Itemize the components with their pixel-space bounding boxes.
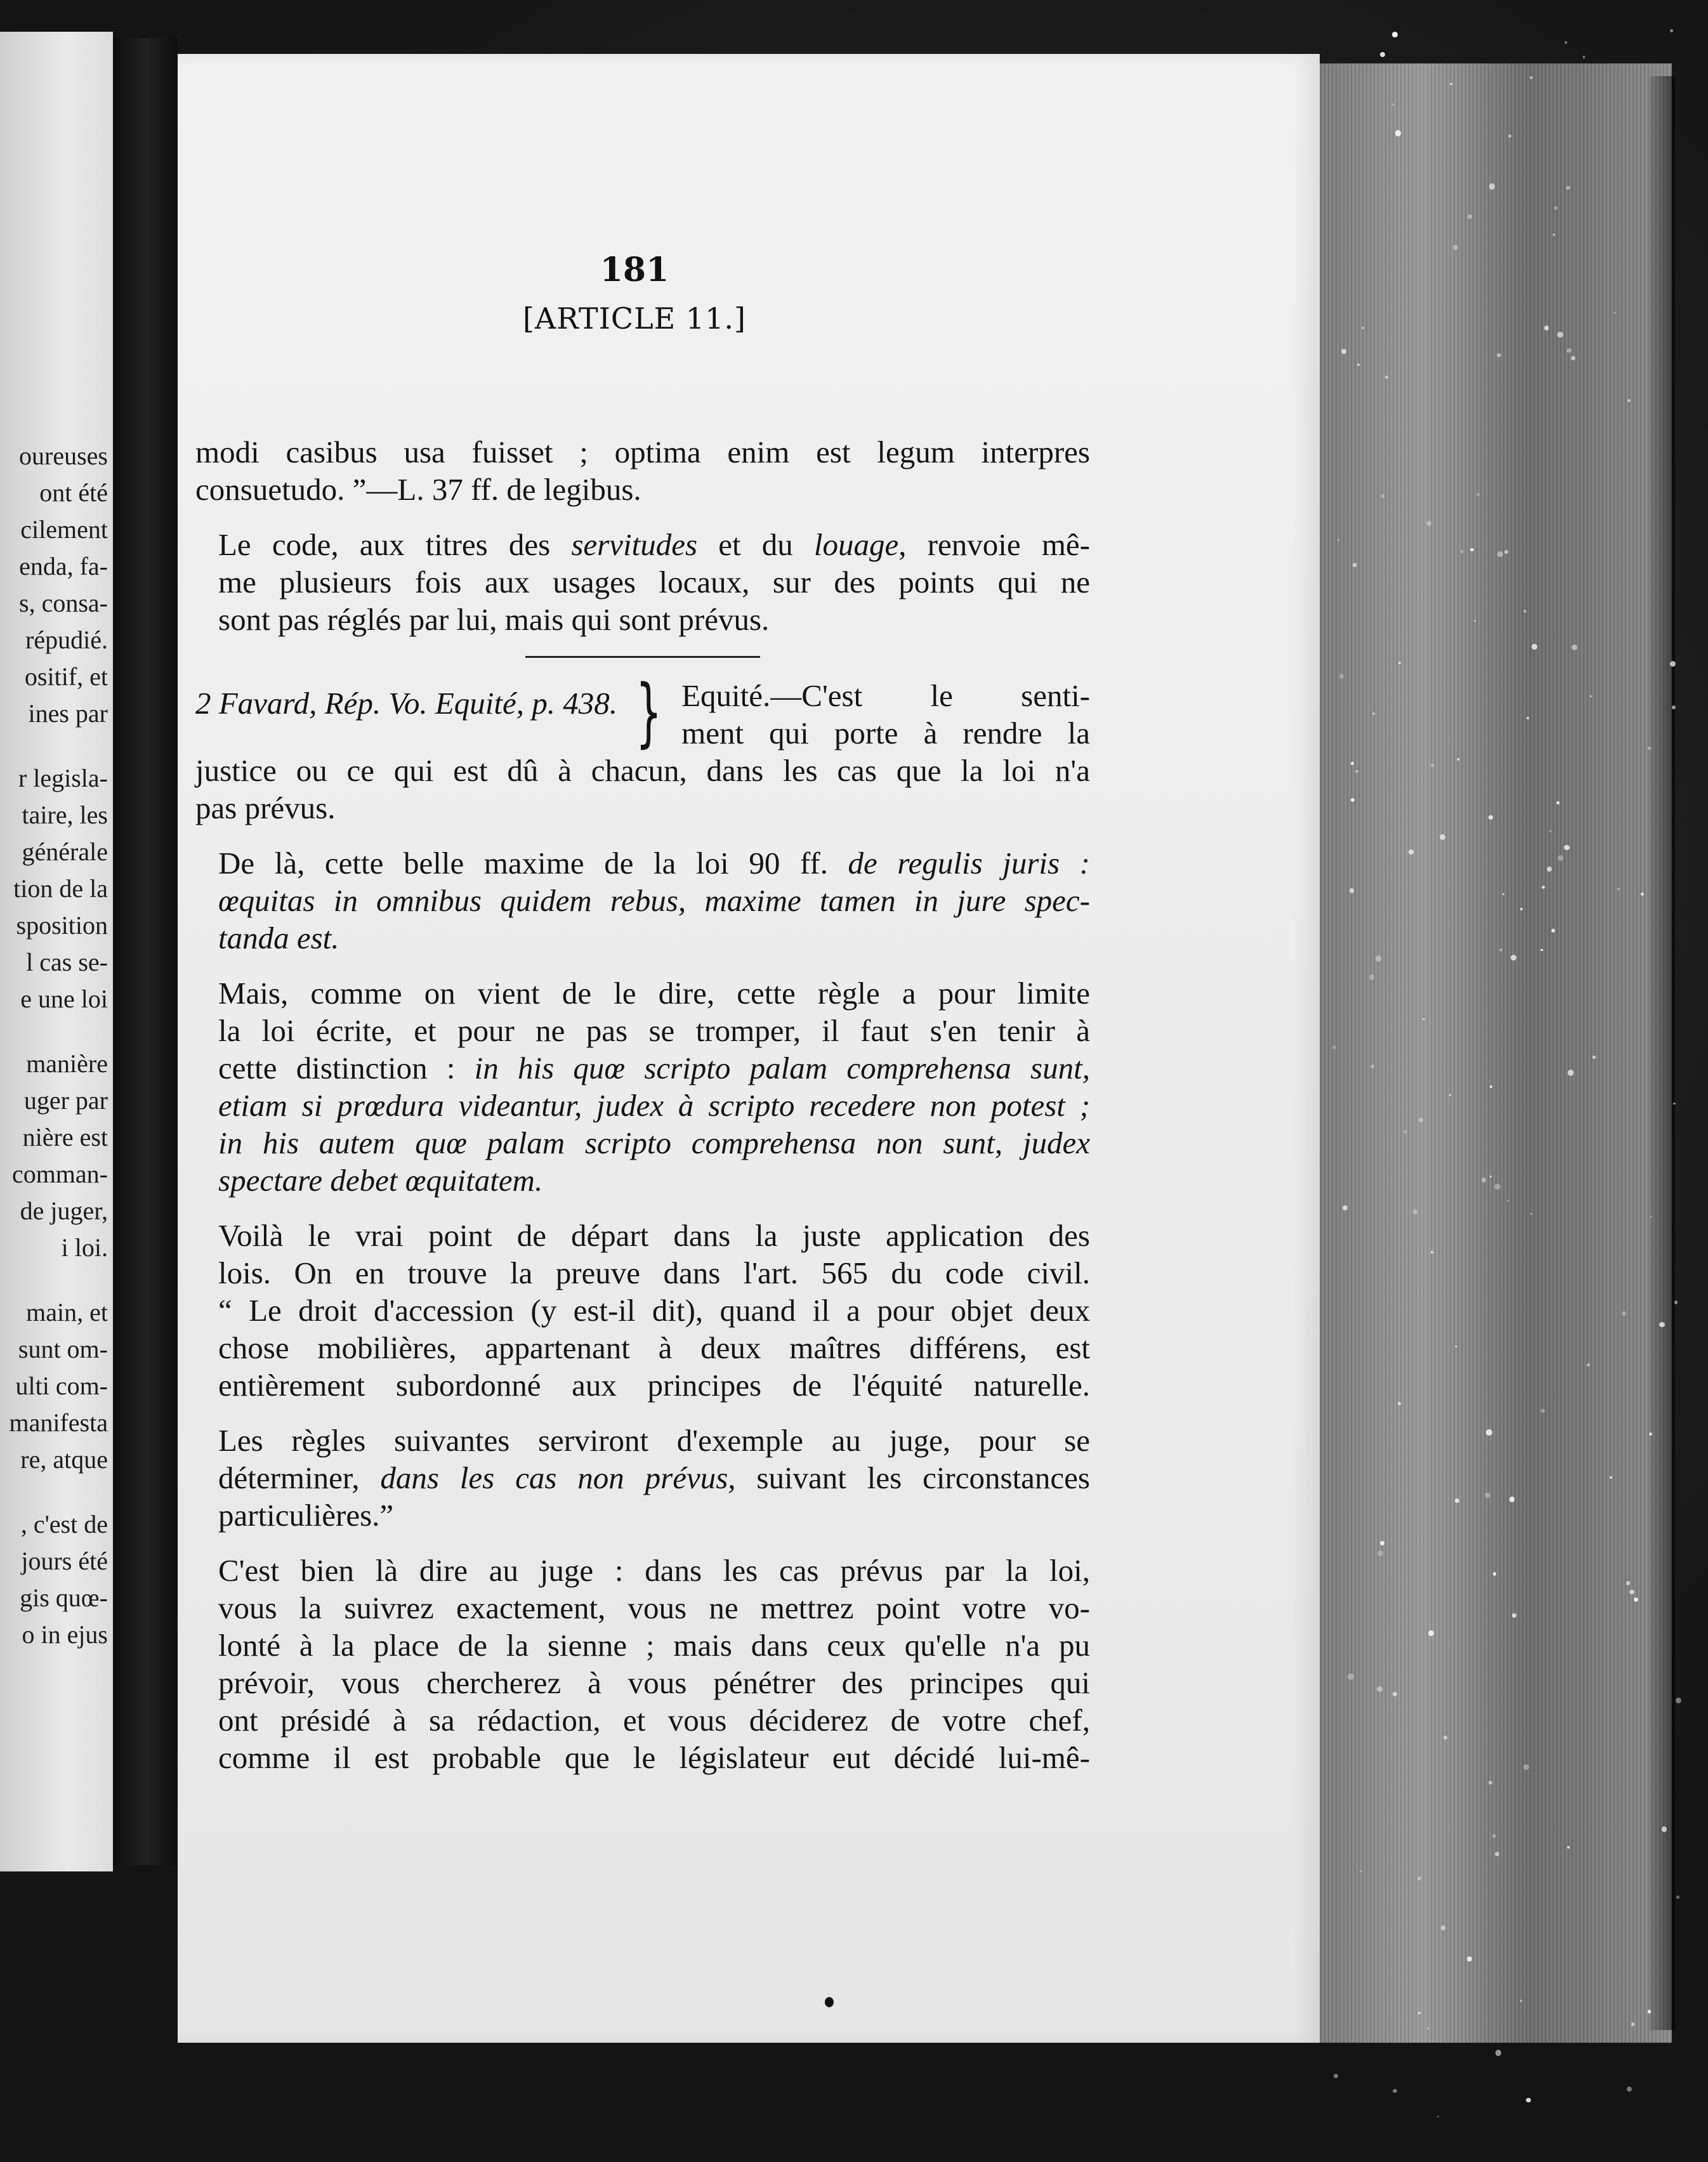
- left-page-line: générale: [22, 837, 108, 866]
- text-line: particulières.”: [218, 1498, 394, 1533]
- scan-speck: [1339, 674, 1344, 678]
- paragraph-7: [195, 1552, 1090, 1776]
- left-page-gap: [0, 732, 108, 760]
- scan-speck: [1557, 332, 1563, 337]
- scan-speck: [1494, 1184, 1500, 1189]
- left-page-line: ositif, et: [24, 662, 108, 691]
- scan-speck: [1360, 1870, 1362, 1873]
- left-page-line: gis quœ-: [20, 1583, 108, 1612]
- left-page-line: taire, les: [22, 801, 108, 829]
- scan-speck: [1470, 548, 1473, 551]
- scan-speck: [1520, 908, 1523, 910]
- text-line: modi casibus usa fuisset ; optima enim est legum interpres: [195, 435, 1090, 469]
- scan-speck: [1492, 1834, 1496, 1838]
- paragraph-5: [195, 1217, 1090, 1404]
- article-heading: [ARTICLE 11.]: [523, 301, 746, 336]
- scan-speck: [1488, 1781, 1492, 1785]
- scan-speck: [1398, 1402, 1401, 1405]
- scan-speck: [1431, 1251, 1433, 1254]
- scan-speck: [1629, 1590, 1634, 1595]
- scan-speck: [1395, 130, 1402, 136]
- footnote-lead: [681, 677, 1090, 752]
- left-page-line: répudié.: [25, 626, 108, 654]
- left-page-line: oureuses: [19, 442, 108, 470]
- scan-speck: [1493, 1572, 1496, 1575]
- text-line: Les règles suivantes serviront d'exemple au juge, pour se: [218, 1423, 1090, 1458]
- left-page-line: sunt om-: [18, 1335, 108, 1363]
- left-page-line: enda, fa-: [19, 552, 108, 580]
- page-number: 181: [600, 251, 669, 289]
- paragraph-3: [195, 844, 1090, 957]
- scan-speck: [1549, 830, 1552, 832]
- ink-dot: [825, 1997, 834, 2007]
- left-page-line: cilement: [20, 515, 108, 544]
- scan-speck: [1403, 1130, 1407, 1133]
- scan-speck: [1674, 1300, 1678, 1304]
- scan-speck: [1497, 353, 1501, 357]
- text-line: consuetudo. ”—L. 37 ff. de legibus.: [195, 472, 641, 507]
- left-page-line: nière est: [22, 1123, 108, 1151]
- left-page-line: tion de la: [13, 874, 108, 903]
- scan-speck: [1568, 1070, 1573, 1075]
- text-line: spectare debet œquitatem.: [218, 1163, 543, 1198]
- left-page-line: manifesta: [9, 1408, 108, 1437]
- scan-speck: [1613, 311, 1616, 314]
- scan-speck: [1558, 855, 1563, 861]
- text-line: C'est bien là dire au juge : dans les cas prévus par la loi,: [218, 1553, 1090, 1588]
- scan-speck: [1530, 76, 1533, 79]
- scan-speck: [1532, 644, 1537, 650]
- text-line: sont pas réglés par lui, mais qui sont prévus.: [218, 602, 770, 637]
- scan-speck: [1370, 1065, 1374, 1068]
- paragraph-6: [195, 1422, 1090, 1534]
- scan-speck: [1495, 2050, 1501, 2055]
- scan-speck: [1526, 2098, 1530, 2102]
- scan-speck: [1372, 712, 1375, 715]
- scan-speck: [1392, 32, 1398, 37]
- left-page-line: uger par: [23, 1086, 108, 1115]
- left-page-gap: [0, 1478, 108, 1506]
- text-line: in his autem quœ palam scripto comprehensa non sunt, judex: [218, 1125, 1090, 1160]
- left-page-line: sposition: [16, 911, 108, 940]
- text-line: la loi écrite, et pour ne pas se tromper, il faut s'en tenir à: [218, 1013, 1090, 1048]
- scan-speck: [1393, 2089, 1396, 2093]
- scan-speck: [1441, 1925, 1445, 1930]
- text-line: me plusieurs fois aux usages locaux, sur des points qui ne: [218, 565, 1090, 599]
- scan-speck: [1409, 849, 1414, 855]
- scan-speck: [1485, 1493, 1490, 1498]
- paragraph-1: [195, 433, 1090, 508]
- left-page-line: l cas se-: [26, 948, 108, 976]
- scan-speck: [1497, 551, 1502, 556]
- left-page-line: ulti com-: [15, 1372, 108, 1400]
- scan-speck: [1662, 1826, 1667, 1831]
- text-line: prévoir, vous chercherez à vous pénétrer des principes qui: [218, 1665, 1090, 1700]
- left-page-line: re, atque: [20, 1445, 108, 1474]
- scan-speck: [1566, 186, 1570, 190]
- text-line: cette distinction : in his quœ scripto palam comprehensa sunt,: [218, 1051, 1090, 1085]
- footnote-rule: [525, 656, 760, 658]
- scan-speck: [1369, 974, 1374, 979]
- left-page-line: o in ejus: [22, 1620, 108, 1649]
- text-line: Le code, aux titres des servitudes et du louage, renvoie mê-: [218, 527, 1091, 562]
- scan-speck: [1440, 834, 1445, 840]
- text-line: chose mobilières, appartenant à deux maîtres différens, est: [218, 1330, 1090, 1365]
- scan-speck: [1547, 867, 1552, 872]
- scan-speck: [1564, 845, 1569, 850]
- left-page-line: manière: [26, 1049, 108, 1078]
- scan-speck: [1567, 348, 1572, 353]
- scan-speck: [1572, 645, 1577, 650]
- text-line: Voilà le vrai point de départ dans la juste application des: [218, 1218, 1090, 1253]
- left-page-gap: [0, 1266, 108, 1294]
- scan-speck: [1468, 214, 1472, 219]
- scan-speck: [1422, 1018, 1425, 1021]
- scan-speck: [1670, 661, 1676, 667]
- scan-speck: [1542, 886, 1545, 889]
- text-line: entièrement subordonné aux principes de l'équité naturelle.: [218, 1368, 1090, 1403]
- footnote-definition: [195, 668, 1090, 756]
- left-page-line: main, et: [26, 1298, 108, 1327]
- scan-speck: [1508, 134, 1511, 138]
- left-page-line: r legisla-: [18, 764, 108, 792]
- left-page-line: ont été: [39, 478, 108, 507]
- scan-speck: [1413, 1209, 1417, 1214]
- left-page-text: [0, 438, 108, 1653]
- scan-speck: [1455, 1346, 1457, 1348]
- paragraph-2: [195, 526, 1090, 638]
- scan-speck: [1376, 955, 1382, 962]
- scan-speck: [1357, 364, 1360, 366]
- scan-speck: [1392, 103, 1395, 106]
- left-page-line: de juger,: [20, 1196, 108, 1225]
- footnote-continuation: [195, 752, 1090, 827]
- scan-speck: [1540, 949, 1543, 952]
- text-line: lonté à la place de la sienne ; mais dans ceux qu'elle n'a pu: [218, 1628, 1090, 1663]
- scan-speck: [1467, 1956, 1472, 1962]
- scan-speck: [1544, 325, 1549, 331]
- scan-speck: [1486, 1429, 1492, 1436]
- text-line: comme il est probable que le législateur eut décidé lui-mê-: [218, 1740, 1090, 1775]
- text-line: lois. On en trouve la preuve dans l'art. 565 du code civil.: [218, 1255, 1090, 1290]
- scan-speck: [1450, 83, 1452, 85]
- text-line: ment qui porte à rendre la: [681, 716, 1090, 750]
- scan-speck: [1490, 1085, 1492, 1088]
- left-page-line: jours été: [21, 1547, 108, 1575]
- text-line: tanda est.: [218, 920, 339, 955]
- scan-speck: [1431, 764, 1434, 767]
- text-line: etiam si prœdura videantur, judex à scripto recedere non potest ;: [218, 1088, 1090, 1123]
- scan-speck: [1622, 1311, 1626, 1316]
- scan-speck: [1509, 1497, 1515, 1502]
- scan-speck: [1398, 662, 1400, 664]
- scan-speck: [1474, 620, 1476, 622]
- scan-speck: [1393, 1692, 1397, 1696]
- scan-speck: [1565, 41, 1567, 43]
- scan-speck: [1362, 327, 1364, 329]
- left-page-line: s, consa-: [19, 589, 108, 617]
- scan-speck: [1495, 1852, 1499, 1856]
- scan-speck: [1488, 815, 1493, 820]
- scan-speck: [1673, 1103, 1675, 1104]
- page-body: [195, 433, 1090, 1794]
- text-line: “ Le droit d'accession (y est-il dit), quand il a pour objet deux: [218, 1293, 1090, 1328]
- scan-speck: [1453, 245, 1458, 250]
- scan-speck: [1449, 1094, 1452, 1096]
- scan-speck: [1355, 770, 1358, 773]
- left-page-gap: [0, 1018, 108, 1045]
- text-line: justice ou ce qui est dû à chacun, dans les cas que la loi n'a: [195, 753, 1090, 788]
- text-line: œquitas in omnibus quidem rebus, maxime tamen in jure spec-: [218, 883, 1090, 918]
- scan-speck: [1659, 1322, 1665, 1328]
- text-line: Equité.—C'est le senti-: [681, 678, 1090, 713]
- scan-speck: [1489, 183, 1495, 190]
- scan-speck: [1551, 929, 1555, 933]
- left-page-line: comman-: [11, 1160, 108, 1188]
- text-line: vous la suivrez exactement, vous ne mettrez point votre vo-: [218, 1590, 1090, 1625]
- text-line: ont présidé à sa rédaction, et vous déciderez de votre chef,: [218, 1703, 1090, 1738]
- scan-speck: [1593, 1056, 1596, 1059]
- scan-speck: [1553, 233, 1555, 236]
- scan-speck: [1417, 1877, 1421, 1880]
- text-line: déterminer, dans les cas non prévus, suivant les circonstances: [218, 1460, 1090, 1495]
- text-line: Mais, comme on vient de le dire, cette règle a pour limite: [218, 976, 1090, 1011]
- left-page-line: e une loi: [20, 985, 108, 1013]
- scan-speck: [1353, 563, 1357, 567]
- paragraph-4: [195, 974, 1090, 1199]
- scan-speck: [1341, 349, 1346, 354]
- fore-edge-shadow: [1650, 76, 1675, 2030]
- scan-speck: [1648, 747, 1651, 750]
- left-page-line: ines par: [28, 699, 108, 728]
- left-page-line: , c'est de: [20, 1510, 108, 1538]
- left-page-line: i loi.: [61, 1233, 108, 1262]
- scan-speck: [1676, 1896, 1679, 1899]
- footnote-reference: 2 Favard, Rép. Vo. Equité, p. 438.: [195, 686, 618, 721]
- scan-speck: [1631, 2022, 1635, 2026]
- scan-speck: [1523, 1764, 1529, 1770]
- brace-icon: }: [635, 668, 662, 756]
- text-line: De là, cette belle maxime de la loi 90 ff. de regulis juris :: [218, 846, 1090, 881]
- scan-speck: [1481, 1177, 1487, 1183]
- book-fore-edge: [1317, 63, 1672, 2043]
- text-line: pas prévus.: [195, 790, 336, 825]
